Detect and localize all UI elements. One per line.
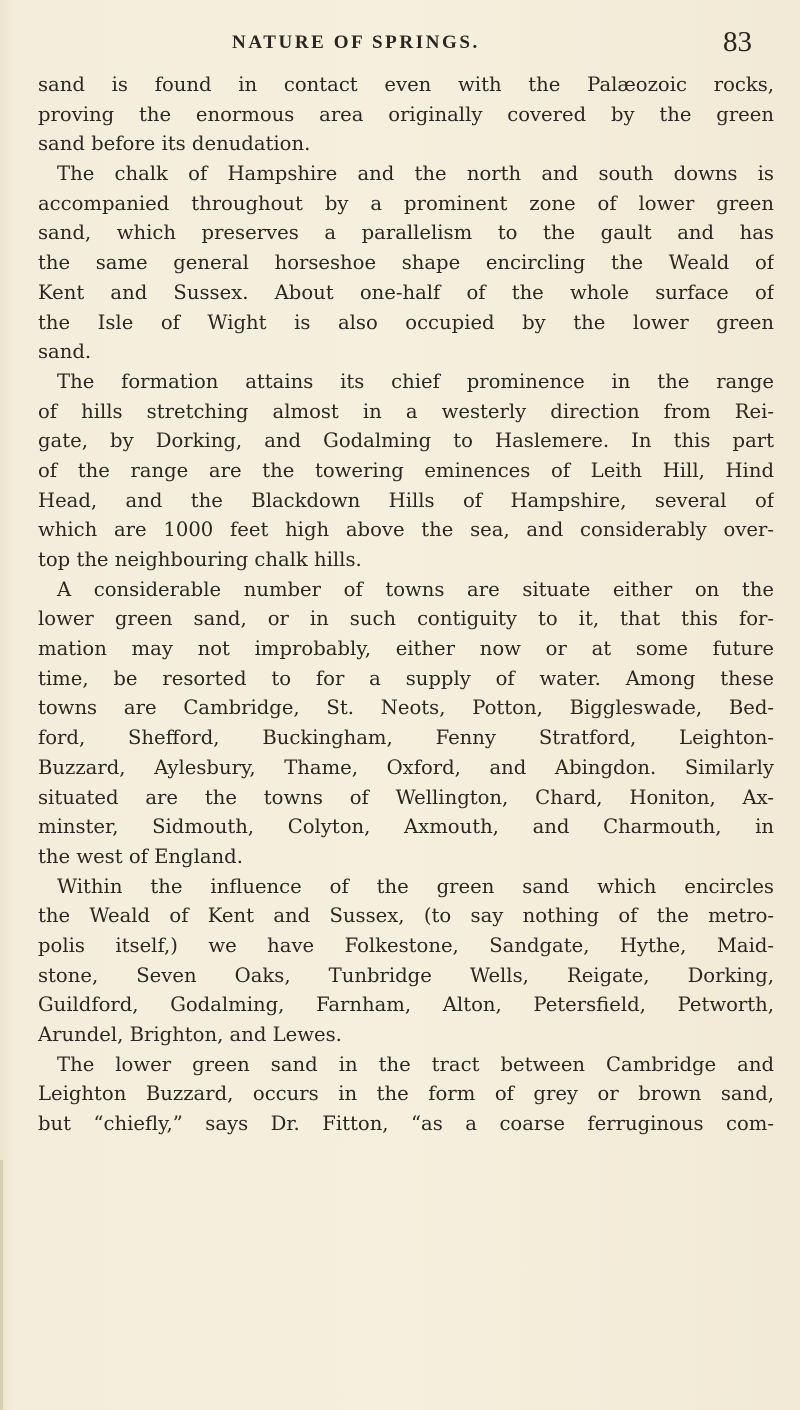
text-line: Arundel, Brighton, and Lewes. [38, 1023, 342, 1046]
text-line: the west of England. [38, 844, 243, 868]
text-line: situated are the towns of Wellington, Chard, Honiton, Ax- [38, 785, 774, 809]
text-line: stone, Seven Oaks, Tunbridge Wells, Reigate, Dorking, [38, 963, 774, 987]
page-header [0, 26, 800, 60]
text-line: sand before its denudation. [38, 132, 311, 156]
text-line: sand, which preserves a parallelism to the gault and has [38, 221, 774, 245]
text-line: which are 1000 feet high above the sea, and considerably over- [38, 518, 774, 542]
text-line: top the neighbouring chalk hills. [38, 548, 362, 571]
text-line: Kent and Sussex. About one-half of the whole surface of [38, 280, 774, 304]
text-line: mation may not improbably, either now or at some future [38, 637, 774, 661]
text-line: A considerable number of towns are situate either on the [57, 577, 774, 601]
text-line: the Weald of Kent and Sussex, (to say nothing of the metro- [38, 904, 774, 928]
text-line: towns are Cambridge, St. Neots, Potton, Biggleswade, Bed- [38, 696, 774, 720]
text-line: The formation attains its chief prominence in the range [57, 369, 774, 393]
text-line: The chalk of Hampshire and the north and south downs is [57, 162, 774, 186]
text-line: time, be resorted to for a supply of water. Among these [38, 666, 774, 690]
text-line: proving the enormous area originally covered by the green [38, 102, 774, 126]
text-line: polis itself,) we have Folkestone, Sandgate, Hythe, Maid- [38, 933, 774, 957]
text-line: Guildford, Godalming, Farnham, Alton, Petersfield, Petworth, [38, 993, 774, 1017]
text-line: ford, Shefford, Buckingham, Fenny Stratford, Leighton- [38, 726, 774, 750]
text-line: the Isle of Wight is also occupied by the lower green [38, 310, 774, 334]
page-edge-shadow [0, 1160, 3, 1410]
text-line: accompanied throughout by a prominent zone of lower green [38, 191, 774, 215]
text-line: of the range are the towering eminences of Leith Hill, Hind [38, 458, 774, 482]
text-line: Leighton Buzzard, occurs in the form of grey or brown sand, [38, 1082, 774, 1106]
body-text [38, 70, 774, 1139]
text-line: the same general horseshoe shape encircling the Weald of [38, 251, 774, 275]
text-line: gate, by Dorking, and Godalming to Haslemere. In this part [38, 429, 774, 453]
text-line: minster, Sidmouth, Colyton, Axmouth, and Charmouth, in [38, 815, 774, 839]
text-line: Head, and the Blackdown Hills of Hampshire, several of [38, 488, 774, 512]
text-line: lower green sand, or in such contiguity to it, that this for- [38, 607, 774, 631]
running-title: NATURE OF SPRINGS. [232, 32, 480, 53]
text-line: sand is found in contact even with the Palæozoic rocks, [38, 73, 774, 96]
text-line: sand. [38, 340, 92, 364]
text-line: Buzzard, Aylesbury, Thame, Oxford, and Abingdon. Similarly [38, 755, 774, 779]
text-line: but “chiefly,” says Dr. Fitton, “as a coarse ferruginous com- [38, 1112, 774, 1136]
page-number: 83 [723, 26, 752, 58]
text-line: of hills stretching almost in a westerly direction from Rei- [38, 399, 774, 423]
text-line: The lower green sand in the tract between Cambridge and [57, 1052, 774, 1076]
text-line: Within the influence of the green sand which encircles [57, 874, 774, 898]
